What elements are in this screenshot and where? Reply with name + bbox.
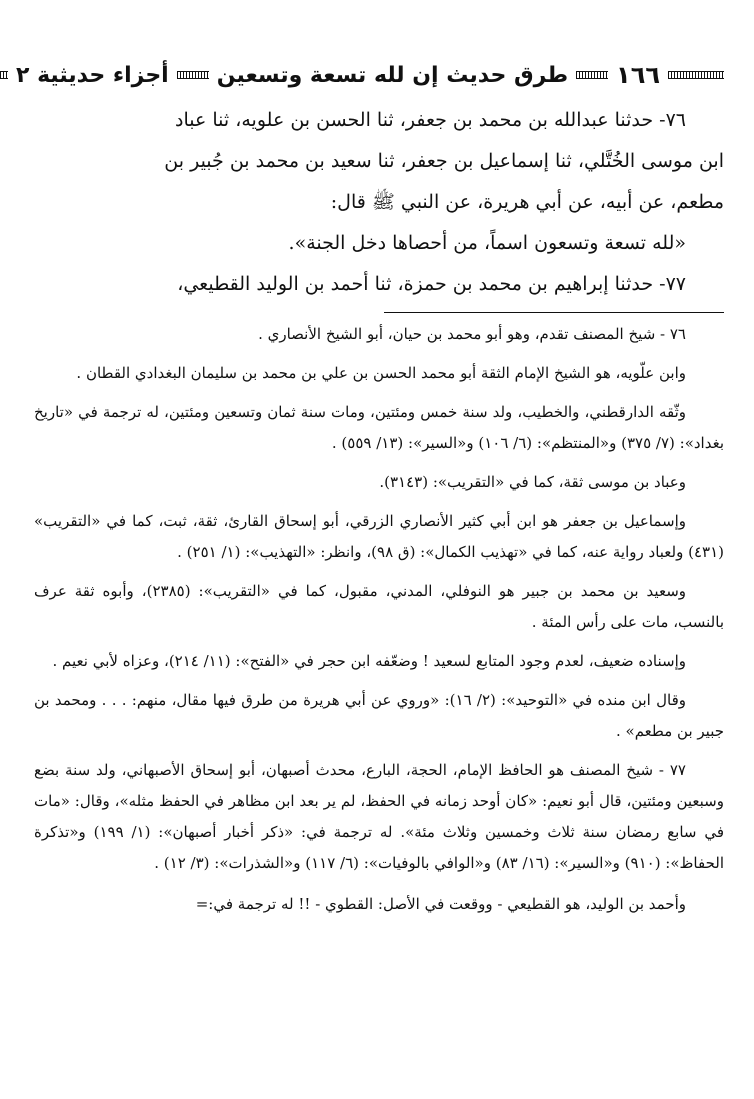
footnote-76-ismail: وإسماعيل بن جعفر هو ابن أبي كثير الأنصاري الزرقي، أبو إسحاق القارئ، ثقة، ثبت، كما في «التقريب» (٤٣١) ولعباد رواية عنه، كما في «تهذيب الكمال»: (ق ٩٨)، وانظر: «التهذيب»: (١/ ٢٥١) . [34,512,724,561]
footnote-76-intro: ٧٦ - شيخ المصنف تقدم، وهو أبو محمد بن حيان، أبو الشيخ الأنصاري . [258,325,686,343]
footnote-77-shaykh: ٧٧ - شيخ المصنف هو الحافظ الإمام، الحجة، البارع، محدث أصبهان، أبو إسحاق الأصبهاني، ولد سنة بضع وسبعين ومئتين، قال أبو نعيم: «كان أوحد زمانه في الحفظ، لم ير بعد ابن مظاهر في الحفظ مثله»، وقال: «مات في سابع رمضان سنة ثلاث وخمسين وثلاث مئة». له ترجمة في: «ذكر أخبار أصبهان»: (١/ ١٩٩) و«تذكرة الحفاظ»: (٩١٠) و«السير»: (١٦/ ٨٣) و«الوافي بالوفيات»: (٦/ ١١٧) و«الشذرات»: (٣/ ١٢) . [34,761,725,872]
hadith-77-line-1: ٧٧- حدثنا إبراهيم بن محمد بن حمزة، ثنا أحمد بن الوليد القطيعي، [177,273,686,295]
header-rule-middle-2 [177,71,209,79]
footnote-76-tawthiq: وثّقه الدارقطني، والخطيب، ولد سنة خمس ومئتين، ومات سنة ثمان وتسعين ومئتين، له ترجمة في «تاريخ بغداد»: (٧/ ٣٧٥) و«المنتظم»: (٦/ ١٠٦) و«السير»: (١٣/ ٥٥٩) . [34,403,724,452]
footnotes-section [34,319,724,920]
header-rule-middle-1 [576,71,608,79]
running-title: طرق حديث إن لله تسعة وتسعين [216,62,569,88]
hadith-76-line-3: مطعم، عن أبيه، عن أبي هريرة، عن النبي ﷺ قال: [330,191,724,213]
document-page [15,58,725,1088]
footnote-separator [384,312,724,313]
hadith-76-line-2: ابن موسى الخُتَّلي، ثنا إسماعيل بن جعفر، ثنا سعيد بن محمد بن جُبير بن [164,150,724,172]
footnote-77-ahmad: وأحمد بن الوليد، هو القطيعي - ووقعت في الأصل: القطوي - !! له ترجمة في:= [195,895,686,913]
footnote-76-ibn-aluyah: وابن علّويه، هو الشيخ الإمام الثقة أبو محمد الحسن بن علي بن محمد بن سليمان البغدادي القطان . [76,364,686,382]
series-title: أجزاء حديثية ٢ [15,62,169,88]
footnote-76-ibn-mandah: وقال ابن منده في «التوحيد»: (٢/ ١٦): «وروي عن أبي هريرة من طرق فيها مقال، منهم: . . . ومحمد بن جبير بن مطعم» . [34,691,724,740]
main-text-block [34,100,724,305]
hadith-76-line-1: ٧٦- حدثنا عبدالله بن محمد بن جعفر، ثنا الحسن بن علويه، ثنا عباد [175,109,686,131]
page-header [15,58,724,92]
footnote-76-said: وسعيد بن محمد بن جبير هو النوفلي، المدني، مقبول، كما في «التقريب»: (٢٣٨٥)، وأبوه ثقة عرف بالنسب، مات على رأس المئة . [34,582,724,631]
footnote-76-isnad: وإسناده ضعيف، لعدم وجود المتابع لسعيد ! وضعّفه ابن حجر في «الفتح»: (١١/ ٢١٤)، وعزاه لأبي نعيم . [52,652,686,670]
header-rule-left [0,71,8,79]
header-rule-right [668,71,724,79]
page-number: ١٦٦ [616,61,660,89]
hadith-76-quote: «لله تسعة وتسعون اسماً، من أحصاها دخل الجنة». [288,232,686,254]
footnote-76-abbad: وعباد بن موسى ثقة، كما في «التقريب»: (٣١٤٣). [379,473,686,491]
